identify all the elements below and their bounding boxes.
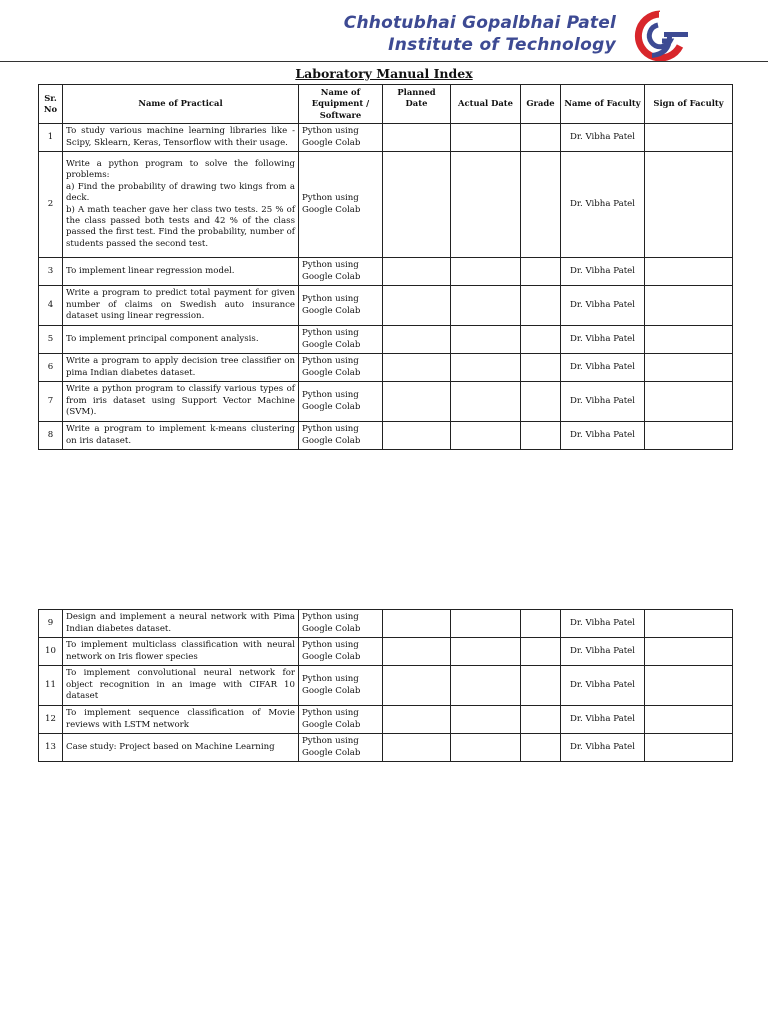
cell-sign	[645, 706, 733, 734]
cell-planned	[383, 706, 451, 734]
cell-planned	[383, 354, 451, 382]
cell-sign	[645, 610, 733, 638]
cell-faculty: Dr. Vibha Patel	[561, 638, 645, 666]
table-header-row	[39, 85, 733, 124]
cell-faculty: Dr. Vibha Patel	[561, 666, 645, 706]
cell-grade	[521, 258, 561, 286]
cell-practical: To implement convolutional neural network for object recognition in an image with CIFAR 10 dataset	[63, 666, 299, 706]
cell-planned	[383, 382, 451, 422]
cell-equipment: Python using Google Colab	[299, 638, 383, 666]
header-rule	[0, 61, 768, 62]
cell-planned	[383, 610, 451, 638]
institute-name	[344, 12, 616, 56]
cell-faculty: Dr. Vibha Patel	[561, 326, 645, 354]
cell-practical: To study various machine learning libraries like - Scipy, Sklearn, Keras, Tensorflow with their usage.	[63, 124, 299, 152]
cell-sign	[645, 422, 733, 450]
cell-equipment: Python using Google Colab	[299, 666, 383, 706]
cell-grade	[521, 382, 561, 422]
column-header-grade: Grade	[521, 85, 561, 124]
column-header-practical: Name of Practical	[63, 85, 299, 124]
table-row	[39, 610, 733, 638]
cell-practical: Write a python program to classify various types of from iris dataset using Support Vector Machine (SVM).	[63, 382, 299, 422]
cell-grade	[521, 354, 561, 382]
cell-equipment: Python using Google Colab	[299, 706, 383, 734]
cell-actual	[451, 666, 521, 706]
cell-actual	[451, 610, 521, 638]
cell-faculty: Dr. Vibha Patel	[561, 382, 645, 422]
column-header-faculty: Name of Faculty	[561, 85, 645, 124]
cell-actual	[451, 258, 521, 286]
table-row	[39, 422, 733, 450]
cell-practical: Write a python program to solve the following problems: a) Find the probability of drawing two kings from a deck. b) A math teacher gave her class two tests. 25 % of the class passed both tests and 42 % of the class passed the first test. Find the probability, number of students passed the second test.	[63, 152, 299, 258]
cell-faculty: Dr. Vibha Patel	[561, 152, 645, 258]
cell-sr: 1	[39, 124, 63, 152]
cell-sign	[645, 124, 733, 152]
lab-index-table	[38, 84, 733, 450]
cell-sign	[645, 152, 733, 258]
cell-practical: To implement sequence classification of Movie reviews with LSTM network	[63, 706, 299, 734]
cell-actual	[451, 734, 521, 762]
cell-sr: 13	[39, 734, 63, 762]
table-row	[39, 706, 733, 734]
cell-equipment: Python using Google Colab	[299, 354, 383, 382]
cell-grade	[521, 152, 561, 258]
table-row	[39, 152, 733, 258]
cell-faculty: Dr. Vibha Patel	[561, 354, 645, 382]
cell-practical: To implement linear regression model.	[63, 258, 299, 286]
cell-planned	[383, 422, 451, 450]
cell-sr: 9	[39, 610, 63, 638]
column-header-actual: Actual Date	[451, 85, 521, 124]
cell-planned	[383, 124, 451, 152]
cell-faculty: Dr. Vibha Patel	[561, 610, 645, 638]
cgpit-logo-icon	[628, 8, 692, 62]
table-row	[39, 638, 733, 666]
cell-equipment: Python using Google Colab	[299, 124, 383, 152]
cell-actual	[451, 326, 521, 354]
cell-grade	[521, 706, 561, 734]
cell-practical: To implement principal component analysis.	[63, 326, 299, 354]
cell-faculty: Dr. Vibha Patel	[561, 422, 645, 450]
cell-equipment: Python using Google Colab	[299, 152, 383, 258]
institute-name-line1: Chhotubhai Gopalbhai Patel	[343, 13, 616, 33]
cell-equipment: Python using Google Colab	[299, 258, 383, 286]
cell-equipment: Python using Google Colab	[299, 382, 383, 422]
cell-sign	[645, 354, 733, 382]
cell-grade	[521, 326, 561, 354]
cell-grade	[521, 610, 561, 638]
cell-equipment: Python using Google Colab	[299, 734, 383, 762]
cell-actual	[451, 124, 521, 152]
cell-practical: Write a program to predict total payment for given number of claims on Swedish auto insurance dataset using linear regression.	[63, 286, 299, 326]
cell-sign	[645, 326, 733, 354]
cell-planned	[383, 152, 451, 258]
cell-faculty: Dr. Vibha Patel	[561, 258, 645, 286]
cell-sr: 11	[39, 666, 63, 706]
cell-grade	[521, 422, 561, 450]
cell-actual	[451, 422, 521, 450]
cell-actual	[451, 354, 521, 382]
cell-planned	[383, 734, 451, 762]
cell-sr: 4	[39, 286, 63, 326]
cell-practical: To implement multiclass classification with neural network on Iris flower species	[63, 638, 299, 666]
cell-actual	[451, 706, 521, 734]
column-header-planned: Planned Date	[383, 85, 451, 124]
institute-name-line2: Institute of Technology	[388, 35, 616, 55]
cell-sign	[645, 638, 733, 666]
cell-equipment: Python using Google Colab	[299, 286, 383, 326]
cell-sr: 3	[39, 258, 63, 286]
cell-faculty: Dr. Vibha Patel	[561, 124, 645, 152]
cell-grade	[521, 124, 561, 152]
page-title: Laboratory Manual Index	[295, 66, 473, 81]
column-header-equipment: Name of Equipment / Software	[299, 85, 383, 124]
cell-faculty: Dr. Vibha Patel	[561, 706, 645, 734]
cell-actual	[451, 382, 521, 422]
cell-sign	[645, 666, 733, 706]
cell-planned	[383, 666, 451, 706]
cell-actual	[451, 286, 521, 326]
cell-equipment: Python using Google Colab	[299, 422, 383, 450]
column-header-sign: Sign of Faculty	[645, 85, 733, 124]
page-header	[0, 0, 768, 62]
cell-grade	[521, 286, 561, 326]
cell-sr: 10	[39, 638, 63, 666]
cell-grade	[521, 734, 561, 762]
table-row	[39, 734, 733, 762]
table-row	[39, 286, 733, 326]
table-row	[39, 326, 733, 354]
cell-sr: 2	[39, 152, 63, 258]
cell-sr: 8	[39, 422, 63, 450]
cell-grade	[521, 638, 561, 666]
cell-equipment: Python using Google Colab	[299, 326, 383, 354]
table-row	[39, 666, 733, 706]
cell-equipment: Python using Google Colab	[299, 610, 383, 638]
cell-sr: 6	[39, 354, 63, 382]
cell-sr: 7	[39, 382, 63, 422]
table-row	[39, 124, 733, 152]
cell-planned	[383, 258, 451, 286]
cell-actual	[451, 152, 521, 258]
cell-sign	[645, 286, 733, 326]
cell-faculty: Dr. Vibha Patel	[561, 286, 645, 326]
cell-practical: Write a program to apply decision tree classifier on pima Indian diabetes dataset.	[63, 354, 299, 382]
table-row	[39, 258, 733, 286]
cell-faculty: Dr. Vibha Patel	[561, 734, 645, 762]
cell-planned	[383, 286, 451, 326]
cell-practical: Case study: Project based on Machine Learning	[63, 734, 299, 762]
table-row	[39, 354, 733, 382]
column-header-sr: Sr. No	[39, 85, 63, 124]
cell-sr: 5	[39, 326, 63, 354]
table-body-continued	[39, 610, 733, 762]
cell-sign	[645, 734, 733, 762]
table-row	[39, 382, 733, 422]
cell-sign	[645, 258, 733, 286]
cell-practical: Write a program to implement k-means clustering on iris dataset.	[63, 422, 299, 450]
cell-grade	[521, 666, 561, 706]
table-body	[39, 124, 733, 450]
cell-actual	[451, 638, 521, 666]
cell-practical: Design and implement a neural network with Pima Indian diabetes dataset.	[63, 610, 299, 638]
cell-planned	[383, 638, 451, 666]
cell-sign	[645, 382, 733, 422]
cell-planned	[383, 326, 451, 354]
cell-sr: 12	[39, 706, 63, 734]
lab-index-table-continued	[38, 609, 733, 762]
